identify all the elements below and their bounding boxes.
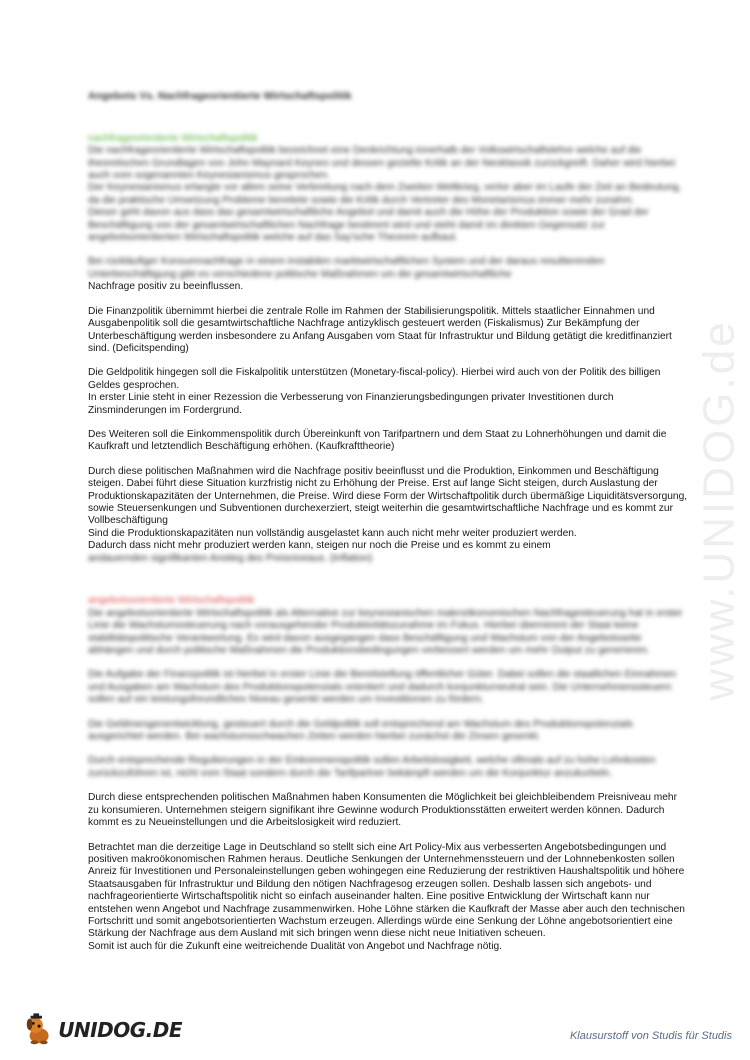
paragraph-supply-effect: Durch diese entsprechenden politischen Maßnahmen haben Konsumenten die Möglichkeit bei gleichbleibendem Preisniveau mehr zu konsumieren. Unternehmen steigern signifikant ihre Gewinne wodurch Produktionsstätten erweitert werden können. Dadurch kommt es zu Neueinstellungen und die Arbeitslosigkeit wird reduziert. (88, 792, 677, 829)
unidog-logo[interactable] (22, 1010, 182, 1050)
supply-intro-text: Die angebotsorientierte Wirtschaftspolitik als Alternative zur keynesianischen makroökonomischen Nachfragesteuerung hat in erster Linie die Wachstumssteuerung nach vorausgehender Produktivitätszunahme im Fokus. Hierbei übernimmt der Staat keine stabilitätspolitische Verantwortung. Es wird davon ausgegangen dass Beschäftigung und Wachstum von der Angebotsseite abhängen und durch politische Maßnahmen die Produktionsbedingungen verbessert werden um mehr Output zu generieren. (88, 607, 683, 657)
paragraph-einkommenspolitik: Des Weiteren soll die Einkommenspolitik durch Übereinkunft von Tarifpartnern und dem Staat zu Lohnerhöhungen und damit die Kaufkraft und letztendlich Beschäftigung erhöhen. (Kaufkrafttheorie) (88, 428, 667, 453)
paragraph-conclusion: Betrachtet man die derzeitige Lage in Deutschland so stellt sich eine Art Policy-Mix aus verbesserten Angebotsbedingungen und positiven makroökonomischen Rahmen heraus. Deutliche Senkungen der Unternehmenssteuern und der Lohnnebenkosten sollen Anreiz für Investitionen und Personaleinstellungen geben wohingegen eine Reduzierung der restriktiven Haushaltspolitik und höhere Staatsausgaben für Infrastruktur und Bildung den nötigen Nachfragesog erzeugen sollen. Deshalb lassen sich angebots- und nachfrageorientierte Wirtschaftspolitik nicht so einfach auseinander halten. Eine positive Entwicklung der Wirtschaft kann nur entstehen wenn Angebot und Nachfrage zusammenwirken. Hohe Löhne stärken die Kaufkraft der Masse aber auch den technischen Fortschritt und somit angebotsorientierten Wachstum erzeugen. Allerdings würde eine Senkung der Löhne angebotsorientiert eine Stärkung der Nachfrage aus dem Ausland mit sich bringen wenn diese nicht neue Initiativen scheuen. Somit ist auch für die Zukunft eine weitreichende Dualität von Angebot und Nachfrage nötig. (88, 841, 685, 952)
paragraph-supply-income: Durch entsprechende Regulierungen in der Einkommenspolitik sollen Arbeitslosigkeit, welche oftmals auf zu hohe Lohnkosten zurückzuführen ist, nicht vom Staat sondern durch die Tarifpartner bekämpft werden um die Konjunktur anzukurbeln. (88, 755, 656, 779)
paragraph-supply-money: Die Geldmengenentwicklung, gesteuert durch die Geldpolitik soll entsprechend am Wachstum des Produktionspotenzials ausgerichtet werden. Bei wachstumsschwachen Zeiten werden hierbei zunächst die Zinsen gesenkt. (88, 718, 633, 743)
intro-highlight: nachfrageorientierte Wirtschaftspolitik (88, 132, 258, 144)
watermark (690, 250, 750, 770)
paragraph-demand-measures-blurred: Bei rückläufiger Konsumnachfrage in einem instabilen marktwirtschaftlichen System und der daraus resultierenden Unterbeschäftigung gibt es verschiedene politische Maßnahmen um die gesamtwirtschaftliche (88, 256, 605, 280)
document-body (88, 90, 688, 965)
supply-highlight: angebotsorientierte Wirtschaftspolitik (88, 595, 255, 607)
watermark-text: www.UNIDOG.de (695, 319, 745, 701)
paragraph-effects (88, 466, 688, 565)
paragraph-finanzpolitik: Die Finanzpolitik übernimmt hierbei die zentrale Rolle im Rahmen der Stabilisierungspolitik. Mittels staatlicher Einnahmen und Ausgabenpolitik soll die gesamtwirtschaftliche Nachfrage antizyklisch gesteuert werden (Fiskalismus) Zur Bekämpfung der Unterbeschäftigung werden insbesondere zu Anfang Ausgaben vom Staat für Infrastruktur und Bildung getätigt die kreditfinanziert sind. (Deficitspending) (88, 305, 672, 354)
footer-slogan: Klausurstoff von Studis für Studis (569, 1030, 732, 1042)
paragraph-demand-measures (88, 256, 688, 293)
document-title: Angebots Vs. Nachfrageorientierte Wirtschaftspolitik (88, 90, 352, 102)
paragraph-supply-intro (88, 583, 688, 657)
paragraph-effects-text: Durch diese politischen Maßnahmen wird die Nachfrage positiv beeinflusst und die Produktion, Einkommen und Beschäftigung steigen. Dabei führt diese Situation kurzfristig nicht zu Erhöhung der Preise. Erst auf lange Sicht steigen, durch Auslastung der Produktionskapazitäten der Unternehmen, die Preise. Wird diese Form der Wirtschaftpolitik durch übermäßige Liquiditätsversorgung, sowie Steuersenkungen und Subventionen durchexerziert, steigt weiterhin die gesamtwirtschaftliche Nachfrage und es kommt zur Vollbeschäftigung Sind die Produktionskapazitäten nun vollständig ausgelastet kann auch nicht mehr weiter produziert werden. Dadurch dass nicht mehr produziert werden kann, steigen nur noch die Preise und es kommt zu einem (88, 465, 688, 552)
paragraph-effects-blurred: andauernden signifikanten Anstieg des Preisniveaus. (Inflation) (88, 552, 373, 564)
paragraph-demand-measures-visible: Nachfrage positiv zu beeinflussen. (88, 281, 244, 293)
intro-paragraph (88, 120, 688, 244)
dog-icon (22, 1012, 56, 1048)
logo-text: UNIDOG.DE (58, 1018, 182, 1042)
paragraph-geldpolitik: Die Geldpolitik hingegen soll die Fiskalpolitik unterstützen (Monetary-fiscal-policy). Hierbei wird auch von der Politik des billigen Geldes gesprochen. In erster Linie steht in einer Rezession die Verbesserung von Finanzierungsbedingungen privater Investitionen durch Zinsminderungen im Fordergrund. (88, 367, 661, 416)
paragraph-supply-finance: Die Aufgabe der Finanzpolitik ist hierbei in erster Linie die Bereitstellung öffentlicher Güter. Dabei sollen die staatlichen Einnahmen und Ausgaben am Wachstum des Produktionspotenzials orientiert und dadurch konjunkturneutral sein. Die Unternehmenssteuern sollen auf ein leistungsfreundliches Niveau gesenkt werden um Investitionen zu fördern. (88, 669, 677, 706)
intro-text: Die nachfrageorientierte Wirtschaftspolitik bezeichnet eine Denkrichtung innerhalb der Volkswirtschaftslehre welche auf die theoretischen Grundlagen von John Maynard Keynes und dessen gezielte Kritik an der Neoklassik zurückgreift. Daher wird hierbei auch vom sogenannten Keynesianismus gesprochen. Der Keynesianismus erlangte vor allem seine Verbreitung nach dem Zweiten Weltkrieg, verlor aber im Laufe der Zeit an Bedeutung, da die praktische Umsetzung Probleme bereitete sowie die Kritik durch Vertreter des Monetarismus immer mehr zunahm. Dieser geht davon aus dass das gesamtwirtschaftliche Angebot und damit auch die Höhe der Produktion sowie der Grad der Beschäftigung von der gesamtwirtschaftlichen Nachfrage bestimmt wird und steht damit im direkten Gegensatz zur angebotsorientierten Wirtschaftspolitik welche auf das Say'sche Theorem aufbaut. (88, 145, 682, 244)
